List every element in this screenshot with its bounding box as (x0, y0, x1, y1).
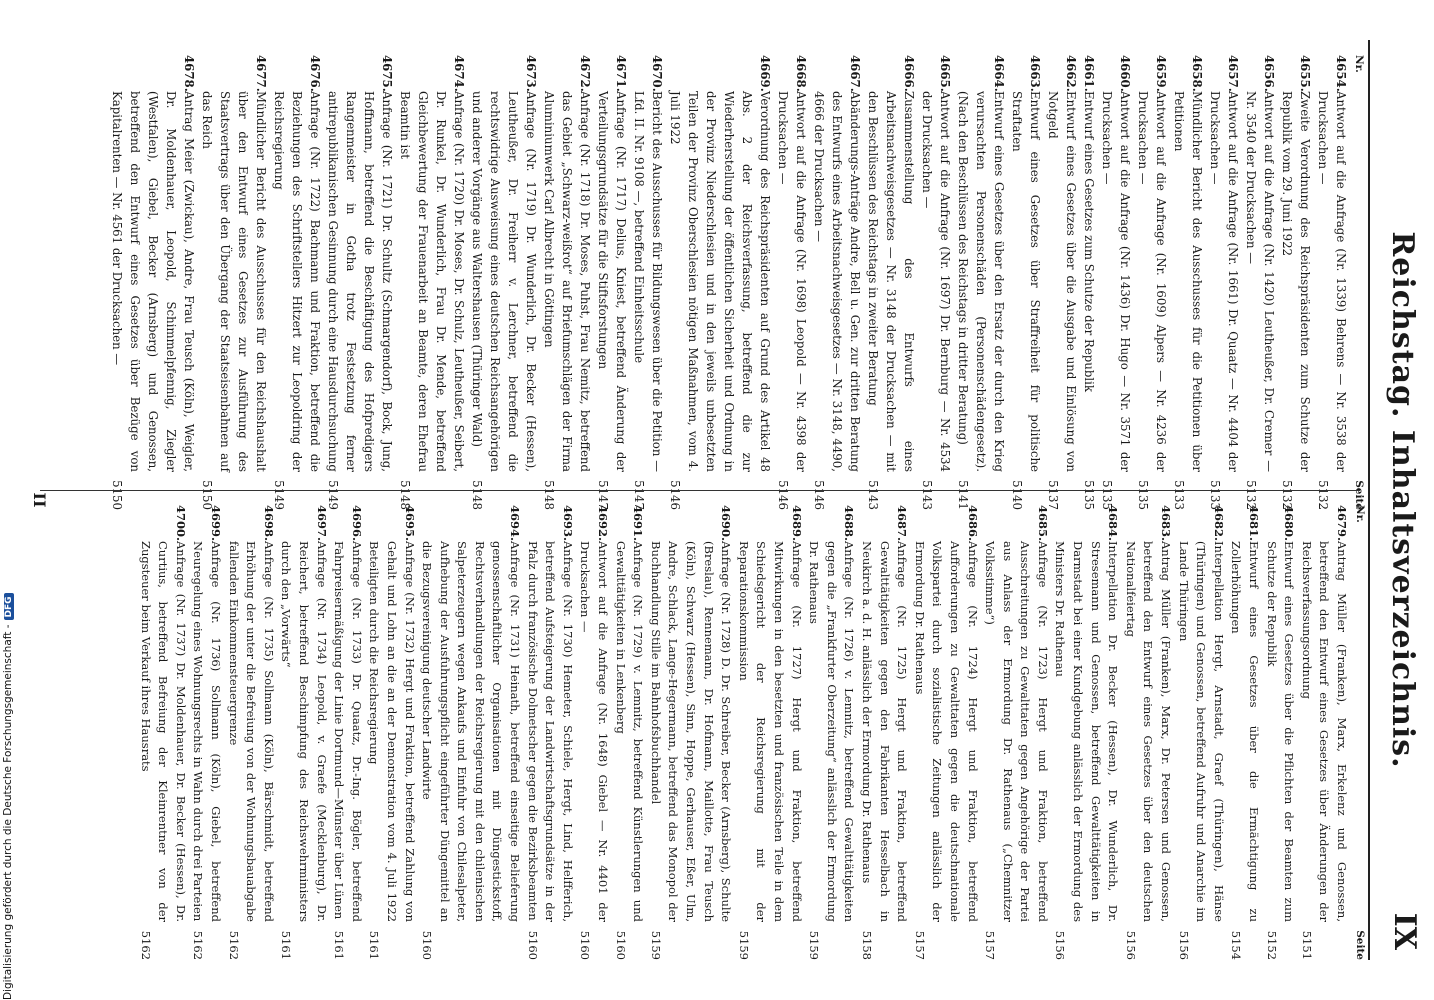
entry-page: 5147 (632, 480, 646, 510)
index-entry (1044, 55, 1080, 510)
index-entry (1098, 55, 1134, 510)
entry-number: 4667. (848, 55, 862, 92)
seite-label: Seite (1353, 480, 1365, 510)
entry-page: 5135 (1082, 480, 1096, 510)
entry-text: Interpellation Hergt, Arnstadt, Graef (Thüringen), Hänse (Thüringen) und Genossen, betreffend Aufruhr und Anarchie im Lande Thüringen (1176, 541, 1226, 922)
column-divider (40, 490, 1360, 491)
entry-text: Entwurf eines Gesetzes über die Ermächtigung zu Zollerhöhungen (1229, 541, 1262, 922)
entry-number: 4674. (452, 55, 466, 92)
entry-number: 4663. (1028, 55, 1042, 92)
nr-label: Nr. (1354, 505, 1366, 523)
entry-number: 4668. (794, 55, 808, 92)
entry-number: 4664. (992, 55, 1006, 92)
entry-page: 5159 (807, 930, 822, 960)
index-entry (611, 505, 646, 960)
entry-number: 4676. (308, 55, 322, 92)
index-entry (108, 55, 198, 510)
index-entry (576, 505, 611, 960)
index-entry (540, 55, 594, 510)
entry-number: 4661. (1082, 55, 1096, 92)
entry-page: 5146 (668, 480, 682, 510)
entry-text: Anfrage (Nr. 1719) Dr. Wunderlich, Dr. Becker (Hessen), Leutheußer, Dr. Freiherr v. Lerchner, betreffend die rechtswidrige Ausweisung eines deutschen Reichsangehörigen und anderer Vorgänge aus Waltershausen (Thüringer Wald) (470, 91, 538, 472)
entry-text: Anfrage (Nr. 1726) v. Lemnitz, betreffend Gewalttätigkeiten gegen die „Frankfurter Oberzeitung“ anlässlich der Ermordung Dr. Rathenaus (807, 541, 857, 922)
entry-number: 4682. (1211, 505, 1226, 542)
entry-number: 4697. (314, 505, 329, 542)
entry-page: 5137 (1046, 480, 1060, 510)
entry-page: 5162 (138, 930, 153, 960)
entry-number: 4655. (1298, 55, 1312, 92)
index-entry (1314, 55, 1350, 510)
entry-page: 5148 (542, 480, 556, 510)
index-entry (468, 55, 540, 510)
entry-number: 4686. (965, 505, 980, 542)
entry-text: Anfrage (Nr. 1723) Hergt und Fraktion, betreffend Ausschreitungen zu Gewalttaten gegen Angehörige der Partei aus Anlass der Ermordung Dr. Rathenaus („Chemnitzer Volksstimme“) (983, 541, 1050, 922)
entry-number: 4685. (1035, 505, 1050, 542)
entry-text: Anfrage (Nr. 1731) Heinath, betreffend einseitige Belieferung genossenschaftlicher Organisationen mit Düngestickstoff, Rechtsverhandlungen der Reichsregierung mit den chilenischen Salpeterzeugern wegen Ankaufs und Einfuhr von Chilesalpeter, Aufhebung der Ausfuhrungspflicht eingeführter Düngemittel an die Bezugsvereinigung deutscher Landwirte (420, 541, 523, 922)
entry-text: Anfrage (Nr. 1729) v. Lemnitz, betreffend Künstlerungen und Gewalttätigkeiten in Lenkenberg (613, 541, 646, 922)
entry-number: 4683. (1159, 505, 1174, 542)
entry-text: Anfrage (Nr. 1724) Hergt und Fraktion, betreffend Aufforderungen zu Gewalttaten gegen die deutschnationale Volkspartei durch sozialistische Zeitungen anlässlich der Ermordung Dr. Rathenaus (912, 541, 980, 922)
entry-text: Antwort auf die Anfrage (Nr. 1609) Alpers — Nr. 4236 der Drucksachen — (1136, 91, 1168, 472)
entry-text: Antwort auf die Anfrage (Nr. 1339) Behrens — Nr. 3538 der Drucksachen — (1316, 91, 1348, 472)
index-entry (396, 55, 468, 510)
entry-page: 5148 (398, 480, 412, 510)
entry-text: Entwurf eines Gesetzes zum Schutze der Republik (1082, 91, 1096, 393)
entry-text: Anfrage (Nr. 1718) Dr. Moses, Puhst, Frau Nemitz, betreffend das Gebiet „Schwarz-weißrot“ auf Briefumschlägen der Firma Aluminiumwerk Carl Albrecht in Göttingen (542, 91, 592, 472)
entry-text: Zweite Verordnung des Reichspräsidenten zum Schutze der Republik vom 29. Juni 1922 (1280, 91, 1312, 472)
entry-page: 5143 (920, 480, 934, 510)
index-entry (864, 55, 918, 510)
entry-page: 5156 (1053, 930, 1068, 960)
entry-text: Entwurf eines Gesetzes über die Pflichten der Beamten zum Schutze der Republik (1264, 541, 1297, 922)
entry-text: Mündlicher Bericht des Ausschusses für die Petitionen über Petitionen (1172, 91, 1204, 472)
footer-page-mark: II (30, 492, 49, 508)
entry-page: 5146 (812, 480, 826, 510)
index-entry (1051, 505, 1121, 960)
entry-text: Antrag Müller (Franken), Marx, Erkelenz und Genossen, betreffend den Entwurf eines Gesetzes über Änderungen der Reichsverfassungsordnung (1299, 541, 1349, 922)
entry-page: 5132 (1316, 480, 1330, 510)
entry-text: Bericht des Ausschusses für Bildungswesen über die Petition — Lfd. II. Nr. 9108 —, betreffend Einheitsschule (632, 91, 664, 472)
entry-page: 5133 (1172, 480, 1186, 510)
entry-number: 4677. (254, 55, 268, 92)
index-entry (1170, 55, 1206, 510)
entry-number: 4662. (1064, 55, 1078, 92)
index-entry (523, 505, 576, 960)
entry-page: 5160 (525, 930, 540, 960)
entry-text: Anfrage (Nr. 1732) Hergt und Fraktion, betreffend Zahlung von Gehalt und Lohn an die an der Demonstration vom 4. Juli 1922 Beteiligten durch die Reichsregierung (367, 541, 417, 922)
entry-text: Anfrage (Nr. 1736) Sollmann (Köln), Giebel, betreffend Neuregelung eines Wohnungsrechts in Wahn durch drei Parteien (191, 541, 223, 922)
entry-text: Anfrage (Nr. 1717) Delius, Kniest, betreffend Änderung der Verteilungsgrundsätze für die Stiftsforstungen (596, 91, 628, 472)
entry-page: 5154 (1229, 930, 1244, 960)
index-entry (1174, 505, 1227, 960)
entry-page: 5161 (367, 930, 382, 960)
entry-number: 4671. (614, 55, 628, 92)
entry-text: Entwurf eines Gesetzes über die Ausgabe und Einlösung von Notgeld (1046, 91, 1078, 472)
index-entry (189, 505, 224, 960)
entry-page: 5132 (1244, 480, 1258, 510)
entry-page: 5160 (578, 930, 593, 960)
entry-page: 5159 (648, 930, 663, 960)
entry-text: Antwort auf die Anfrage (Nr. 1661) Dr. Quaatz — Nr. 4404 der Drucksachen — (1208, 91, 1240, 472)
index-entry (270, 55, 324, 510)
digitization-text: Digitalisierung gefördert durch die Deutsche Forschungsgemeinschaft - (2, 624, 14, 1000)
index-entry (136, 505, 189, 960)
index-entry (1297, 505, 1350, 960)
entry-text: Interpellation Dr. Becker (Hessen), Dr. Wunderlich, Dr. Stresemann und Genossen, betreffend Gewalttätigkeiten in Darmstadt bei einer Kundgebung anlässlich der Ermordung des Ministers Dr. Rathenau (1053, 541, 1121, 922)
entry-text: Entwurf eines Gesetzes über den Ersatz der durch den Krieg verursachten Personenschäden (Personenschädengesetz). (Nach den Beschlüssen des Reichstags in dritter Beratung) (956, 91, 1006, 472)
entry-text: Anfrage (Nr. 1735) Sollmann (Köln), Bärschmidt, betreffend Erhöhung der unter die Befreiung von der Wohnungsbauabgabe fallenden Einkommensteuergrenze (226, 541, 276, 922)
entry-page: 5143 (866, 480, 880, 510)
entry-number: 4689. (789, 505, 804, 542)
index-entry (1080, 55, 1098, 510)
index-entry (954, 55, 1008, 510)
entry-number: 4690. (719, 505, 734, 542)
nr-label: Nr. (1353, 55, 1365, 73)
entry-page: 5146 (776, 480, 790, 510)
entry-number: 4666. (902, 55, 916, 92)
entry-number: 4672. (578, 55, 592, 92)
entry-page: 5150 (110, 480, 124, 510)
entry-page: 5159 (736, 930, 751, 960)
entry-page: 5161 (279, 930, 294, 960)
entry-number: 4681. (1247, 505, 1262, 542)
entry-page: 5141 (956, 480, 970, 510)
entry-number: 4680. (1282, 505, 1297, 542)
entry-text: Antrag Meier (Zwickau), Andre, Frau Teusch (Köln), Weigler, Dr. Moldenhauer, Leopold, Schimmelpfennig, Ziegler (Westfalen), Giebel, Becker (Arnsberg) und Genossen, betreffend den Entwurf eines Gesetzes über Bezüge von Kapitalrenten — Nr. 4561 der Drucksachen — (110, 91, 196, 472)
entry-number: 4692. (596, 505, 611, 542)
entry-text: Verordnung des Reichspräsidenten auf Grund des Artikel 48 Abs. 2 der Reichsverfassung, betreffend die zur Wiederherstellung der öffentlichen Sicherheit und Ordnung in der Provinz Niederschlesien und in den jeweils unbesetzten Teilen der Provinz Oberschlesien nötigen Maßnahmen, vom 4. Juli 1922 (668, 91, 772, 472)
index-entry (1242, 55, 1278, 510)
index-entry (324, 55, 396, 510)
entry-number: 4679. (1335, 505, 1349, 542)
entry-number: 4684. (1106, 505, 1121, 542)
entry-number: 4693. (560, 505, 575, 542)
entry-number: 4698. (261, 505, 276, 542)
entry-page: 5147 (596, 480, 610, 510)
entry-number: 4675. (380, 55, 394, 92)
entry-number: 4700. (173, 505, 188, 542)
entry-number: 4673. (524, 55, 538, 92)
entry-page: 5158 (859, 930, 874, 960)
entry-page: 5160 (613, 930, 628, 960)
entry-number: 4656. (1262, 55, 1276, 92)
index-entry (418, 505, 524, 960)
index-entry (277, 505, 330, 960)
index-entry (1227, 505, 1262, 960)
entry-text: Antwort auf die Anfrage (Nr. 1697) Dr. Bernburg — Nr. 4534 der Drucksachen — (920, 91, 952, 472)
entry-text: Anfrage (Nr. 1725) Hergt und Fraktion, betreffend Gewalttätigkeiten gegen den Fabrikanten Hesselbach in Neukirch a. d. H. anlässlich der Ermordung Dr. Rathenaus (859, 541, 910, 922)
entry-number: 4657. (1226, 55, 1240, 92)
index-entry (910, 505, 980, 960)
page-number: IX (1387, 912, 1422, 950)
index-entry (365, 505, 418, 960)
index-entry (1278, 55, 1314, 510)
index-entry (981, 505, 1051, 960)
entry-text: Antwort auf die Anfrage (Nr. 1420) Leutheußer, Dr. Cremer — Nr. 3540 der Drucksachen — (1244, 91, 1276, 472)
entry-text: Abänderungs-Anträge Andre, Bell u. Gen. zur dritten Beratung des Entwurfs eines Arbeitsnachweisgesetzes — Nr. 3148, 4490, 4666 der Drucksachen — (812, 91, 862, 472)
entry-page: 5151 (1299, 930, 1314, 960)
index-entry (630, 55, 666, 510)
entry-text: Mündlicher Bericht des Ausschusses für den Reichshaushalt über den Entwurf eines Gesetzes zur Ausführung des Staatsvertrags über den Übergang der Staatseisenbahnen auf das Reich (200, 91, 268, 472)
entry-page: 5140 (1010, 480, 1024, 510)
entry-number: 4695. (402, 505, 417, 542)
dfg-logo-icon: DFG (4, 593, 14, 620)
entry-number: 4691. (631, 505, 646, 542)
entry-text: Antwort auf die Anfrage (Nr. 1698) Leopold — Nr. 4398 der Drucksachen — (776, 91, 808, 472)
entry-text: Anfrage (Nr. 1722) Bachmann und Fraktion, betreffend die Beziehungen des Schriftstellers Hitzert zur Leopoldring der Reichsregierung (272, 91, 322, 472)
entry-page: 5157 (983, 930, 998, 960)
index-entry (1008, 55, 1044, 510)
right-column-head (1352, 505, 1368, 960)
entry-text: Anfrage (Nr. 1733) Dr. Quaatz, Dr.-Ing. Bögler, betreffend Fahrpreisermäßigung der Linie Dortmund—Münster über Lünen (332, 541, 364, 922)
entry-page: 5156 (1176, 930, 1191, 960)
entry-page: 5148 (470, 480, 484, 510)
entry-number: 4696. (349, 505, 364, 542)
index-entry (666, 55, 774, 510)
entry-text: Anfrage (Nr. 1727) Hergt und Fraktion, betreffend Mitwirkungen in den besetzten und französischen Teile in dem Schiedsgericht der Reichsregierung mit der Reparationskommission (736, 541, 804, 922)
left-column (108, 55, 1368, 510)
entry-number: 4699. (209, 505, 223, 542)
entry-number: 4694. (508, 505, 523, 542)
entry-text: Anfrage (Nr. 1721) Dr. Schultz (Schmargendorf), Bock, Jung, Hoffmann, betreffend die Beschäftigung des Hofpredigers Rangenmeister in Gotha trotz Festsetzung ferner antirepublikanischen Gesinnung durch eine Hausdurchsuchung (326, 91, 394, 472)
page-title: Reichstag. Inhaltsverzeichnis. (1385, 231, 1420, 769)
index-entry (646, 505, 734, 960)
index-entry (774, 55, 810, 510)
entry-number: 4687. (895, 505, 910, 542)
entry-page: 5135 (1136, 480, 1150, 510)
index-entry (1262, 505, 1297, 960)
right-column (136, 505, 1368, 960)
entry-page: 5149 (326, 480, 340, 510)
index-entry (224, 505, 277, 960)
digitization-notice (2, 593, 14, 1000)
entry-text: Antwort auf die Anfrage (Nr. 1648) Giebel — Nr. 4401 der Drucksachen — (578, 541, 611, 922)
entry-number: 4658. (1190, 55, 1204, 92)
index-entry (330, 505, 365, 960)
entry-text: Anfrage (Nr. 1728) D. Dr. Schreiber, Becker (Arnsberg), Schulte (Breslau), Rennemann, Dr. Hofmann, Maillotte, Frau Teusch (Köln), Schwarz (Hessen), Sinn, Hoppe, Gerhauser, Eßer, Ulm, Andre, Schlack, Lange-Hegermann, betreffend das Monopol der Buchhandlung Stille im Bahnhofsbuchhandel (648, 541, 734, 922)
index-entry (1121, 505, 1174, 960)
index-entry (594, 55, 630, 510)
entry-page: 5133 (1208, 480, 1222, 510)
index-entry (1206, 55, 1242, 510)
entry-page: 5160 (420, 930, 435, 960)
index-entry (918, 55, 954, 510)
entry-page: 5156 (1123, 930, 1138, 960)
entry-page: 5149 (272, 480, 286, 510)
entry-page: 5162 (226, 930, 241, 960)
entry-number: 4678. (182, 55, 196, 92)
entry-number: 4660. (1118, 55, 1132, 92)
entry-text: Anfrage (Nr. 1720) Dr. Moses, Dr. Schulz, Leutheußer, Seibert, Dr. Runkel, Dr. Wunderlich, Frau Dr. Mende, betreffend Gleichbewertung der Frauenarbeit an Beamte, deren Ehefrau Beamtin ist (398, 91, 466, 472)
entry-page: 5157 (912, 930, 927, 960)
index-entry (857, 505, 910, 960)
entry-text: Entwurf eines Gesetzes über Straffreiheit für politische Straftaten (1010, 91, 1042, 472)
entry-text: Anfrage (Nr. 1737) Dr. Moldenhauer, Dr. Becker (Hessen), Dr. Curtius, betreffend Befreiung der Kleinrentner von der Zugsteuer beim Verkauf ihres Hausrats (138, 541, 188, 922)
entry-page: 5135 (1100, 480, 1114, 510)
entry-text: Anfrage (Nr. 1734) Leopold, v. Graefe (Mecklenburg), Dr. Reichert, betreffend Beschimpfung des Reichswehrministers durch den „Vorwärts“ (279, 541, 329, 922)
page-header (1372, 40, 1420, 960)
index-entry (734, 505, 804, 960)
entry-text: Antrag Müller (Franken), Marx, Dr. Petersen und Genossen, betreffend den Entwurf eines Gesetzes über den deutschen Nationalfeiertag (1123, 541, 1174, 922)
entry-page: 5161 (332, 930, 347, 960)
entry-text: Anfrage (Nr. 1730) Hemeter, Schiele, Hergt, Lind, Helfferich, betreffend Aufsteigerung der Landwirtschaftsgrundsätze in der Pfalz durch französische Dolmetscher gegen die Bezirksbeamten (525, 541, 575, 922)
entry-page: 5132 (1280, 480, 1294, 510)
entry-page: 5150 (200, 480, 214, 510)
entry-text: Antwort auf die Anfrage (Nr. 1436) Dr. Hugo — Nr. 3571 der Drucksachen — (1100, 91, 1132, 472)
index-entry (198, 55, 270, 510)
entry-number: 4670. (650, 55, 664, 92)
index-entry (810, 55, 864, 510)
entry-page: 5152 (1264, 930, 1279, 960)
entry-number: 4688. (842, 505, 857, 542)
entry-number: 4669. (758, 55, 772, 92)
index-entry (805, 505, 858, 960)
left-column-head (1352, 55, 1368, 510)
entry-text: Zusammenstellung des Entwurfs eines Arbeitsnachweisgesetzes — Nr. 3148 der Drucksachen — mit den Beschlüssen des Reichstags in zweiter Beratung (866, 91, 916, 472)
header-rule (1368, 40, 1370, 960)
entry-number: 4654. (1334, 55, 1348, 92)
seite-label: Seite (1354, 930, 1366, 960)
entry-number: 4659. (1154, 55, 1168, 92)
index-entry (1134, 55, 1170, 510)
entry-page: 5162 (191, 930, 206, 960)
entry-number: 4665. (938, 55, 952, 92)
